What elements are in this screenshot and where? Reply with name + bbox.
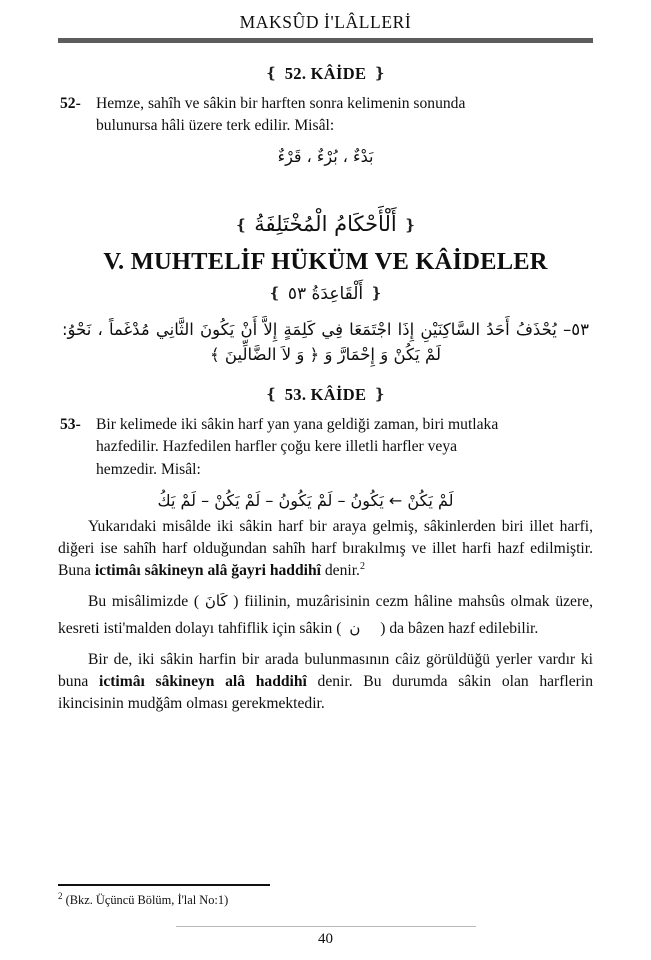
ornament-right-icon: ❵: [234, 216, 248, 235]
paragraph-1-text-b: denir.: [320, 561, 360, 579]
ornament-right-icon: ❵: [268, 284, 281, 303]
rule-52-heading: [58, 64, 593, 84]
ornament-right-icon: ❵: [373, 387, 387, 404]
rule-53-block: [58, 414, 593, 480]
rule-53-line-3: hemzedir. Misâl:: [96, 460, 201, 478]
rule-52-heading-text: 52. KÂİDE: [284, 64, 367, 83]
rule-52-body: [96, 93, 593, 137]
paragraph-2-arabic-kana: كَانَ: [204, 592, 228, 611]
rule-53-heading-text: 53. KÂİDE: [284, 385, 367, 405]
running-head: MAKSÛD İ'LÂLLERİ: [239, 12, 412, 32]
rule-53-line-2: hazfedilir. Hazfedilen harfler çoğu kere illetli harfler veya: [96, 438, 458, 456]
folio-rule: [176, 926, 476, 927]
header-rule: [58, 38, 593, 43]
paragraph-3: [58, 649, 593, 715]
rule-53-number: 53-: [60, 416, 81, 434]
section-v-arabic-heading: [58, 212, 593, 236]
paragraph-3-text-a: Bir de, iki sâkin harfin bir arada bulunmasının câiz görüldüğü yerler vardır ki buna: [58, 650, 593, 690]
rule-52-line-2: bulunursa hâli üzere terk edilir. Misâl:: [96, 117, 335, 135]
ornament-left-icon: ❴: [264, 387, 278, 404]
section-v-arabic-rule-line-2: لَمْ يَكُنْ وَ إِحْمَارَّ وَ ﴿ وَ لاَ الضَّالِّينَ ﴾: [210, 345, 441, 365]
footnote-separator: [58, 884, 270, 886]
ornament-left-icon: ❴: [370, 284, 383, 303]
rule-53-arabic-example: لَمْ يَكُنْ ← يَكُونُ – لَمْ يَكُونُ – لَمْ يَكُنْ – لَمْ يَكُ: [157, 490, 454, 510]
section-v-arabic-subheading: [58, 284, 593, 304]
rule-53-body: [96, 414, 593, 480]
paragraph-3-term: ictimâı sâkineyn alâ haddihî: [98, 672, 307, 690]
section-v-arabic-rule-line-1: ٥٣– يُحْذَفُ أَحَدُ السَّاكِنَيْنِ إِذَا اجْتَمَعَا فِي كَلِمَةٍ إِلاَّ أَنْ يَكُونَ الثَّانِي مُدْغَماً ، نَحْوُ:: [62, 320, 589, 340]
paragraph-1-term: ictimâı sâkineyn alâ ğayri haddihî: [94, 561, 321, 579]
footnote: [58, 890, 593, 926]
footnote-text: (Bkz. Üçüncü Bölüm, İ'lal No:1): [65, 893, 229, 907]
section-v-arabic-subheading-text: أَلْقَاعِدَةُ ٥٣: [287, 284, 364, 305]
section-v-title: V. MUHTELİF HÜKÜM VE KÂİDELER: [103, 248, 548, 276]
content-spacer: [58, 715, 593, 884]
ornament-right-icon: ❵: [373, 66, 387, 82]
rule-52-block: [58, 93, 593, 137]
rule-52-number: 52-: [60, 95, 81, 112]
rule-53-heading: [58, 385, 593, 405]
rule-53-line-1: Bir kelimede iki sâkin harf yan yana geldiği zaman, biri mutlaka: [96, 416, 499, 434]
paragraph-3-text-b: denir. Bu durumda sâkin olan harflerin ikincisinin mudğâm olması gerekmektedir.: [58, 672, 594, 712]
rule-52-arabic-example: بَدْءٌ ، بُرْءٌ ، قَرْءٌ: [277, 147, 374, 167]
ornament-left-icon: ❴: [264, 66, 278, 82]
page-number: 40: [318, 931, 333, 947]
paragraph-2: [58, 588, 593, 643]
paragraph-1: [58, 516, 593, 582]
section-v-arabic-heading-text: أَلْأَحْكَامُ الْمُخْتَلِفَةُ: [254, 212, 397, 237]
footnote-number: 2: [58, 890, 63, 901]
paragraph-2-text-c: ) da bâzen hazf edilebilir.: [376, 620, 539, 638]
paragraph-2-arabic-nun: ن: [349, 619, 361, 638]
paragraph-1-text-a: Yukarıdaki misâlde iki sâkin harf bir araya gelmiş, sâkinlerden biri illet harfi, diğeri ise sahîh harf olduğundan sahîh harf bırakılmış ve illet harfi hazf edilmiştir. Buna: [58, 517, 593, 579]
paragraph-2-text-a: Bu misâlimizde (: [88, 593, 205, 611]
paragraph-2-text-b: ) fiilinin, muzârisinin cezm hâline mahsûs olmak üzere, kesreti isti'malden dolayı tahfiflik için sâkin (: [58, 593, 593, 638]
rule-52-line-1: Hemze, sahîh ve sâkin bir harften sonra kelimenin sonunda: [96, 95, 466, 112]
ornament-left-icon: ❴: [403, 216, 417, 235]
footnote-marker: 2: [359, 560, 365, 572]
